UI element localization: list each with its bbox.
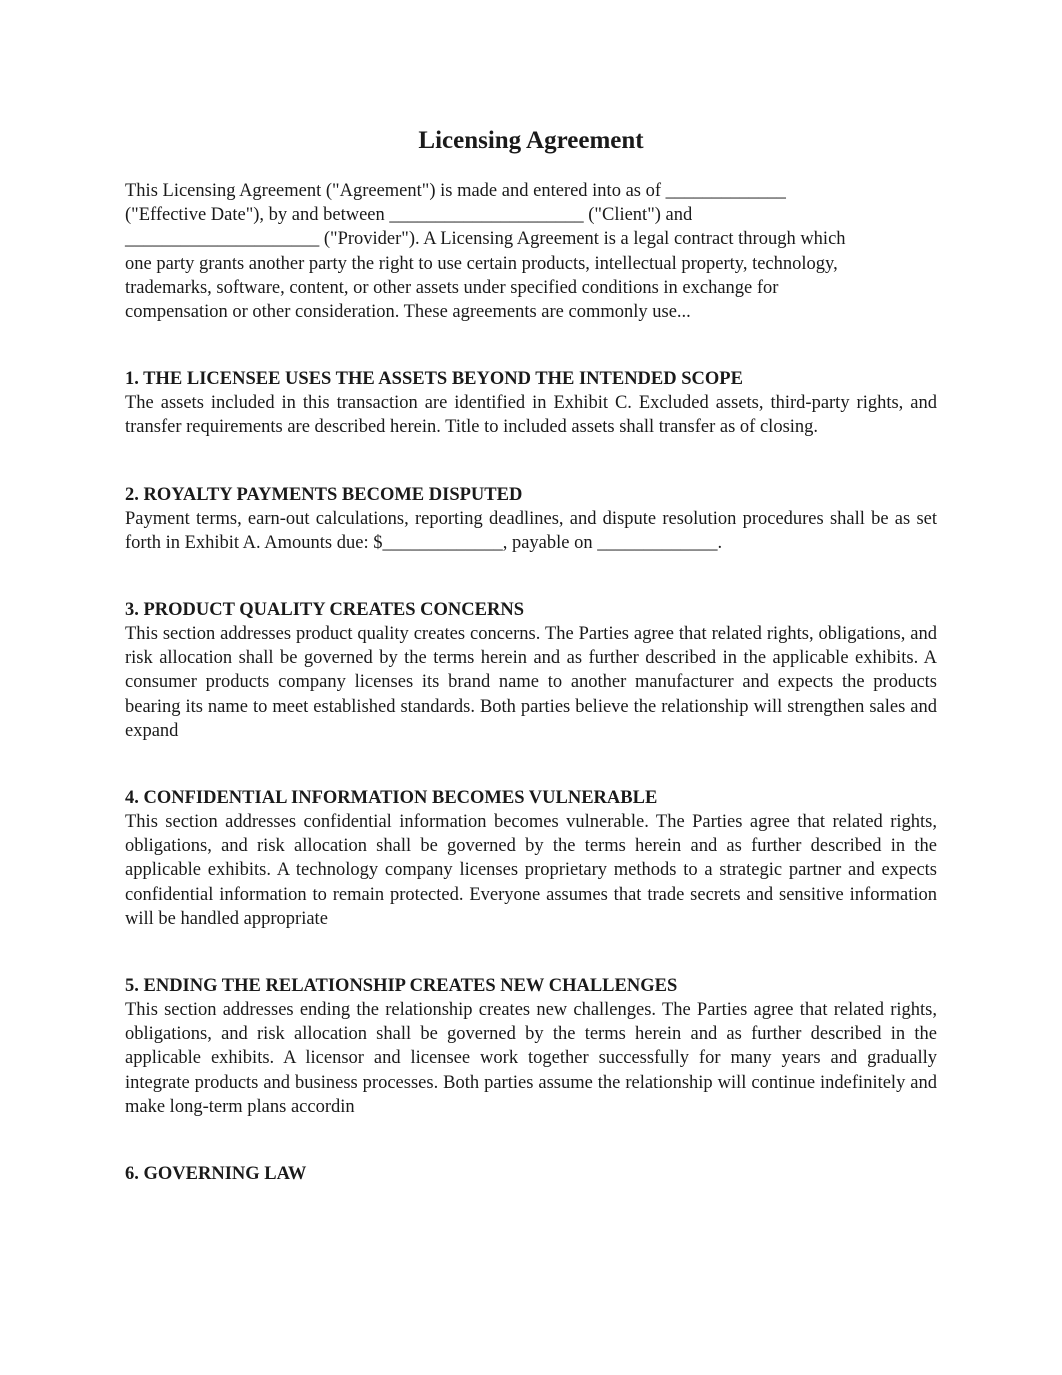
section-5 bbox=[125, 974, 937, 1119]
section-6 bbox=[125, 1162, 937, 1186]
section-heading: 1. THE LICENSEE USES THE ASSETS BEYOND THE INTENDED SCOPE bbox=[125, 369, 743, 390]
section-body: Payment terms, earn-out calculations, reporting deadlines, and dispute resolution procedures shall be as set forth in Exhibit A. Amounts due: $_____________, payable on _____________. bbox=[125, 508, 937, 553]
section-heading: 6. GOVERNING LAW bbox=[125, 1164, 307, 1185]
section-heading: 5. ENDING THE RELATIONSHIP CREATES NEW CHALLENGES bbox=[125, 976, 678, 997]
section-body: This section addresses ending the relationship creates new challenges. The Parties agree that related rights, obligations, and risk allocation shall be governed by the terms herein and as further described in the applicable exhibits. A licensor and licensee work together successfully for many years and gradually integrate products and business processes. Both parties assume the relationship will continue indefinitely and make long-term plans accordin bbox=[125, 1000, 937, 1117]
intro-paragraph: This Licensing Agreement ("Agreement") is made and entered into as of _____________ ("Effective Date"), by and between _____________________ ("Client") and _____________________ ("Provider"). A Licensing Agreement is a legal contract through which one party grants another party the right to use certain products, intellectual property, technology, trademarks, software, content, or other assets under specified conditions in exchange for compensation or other consideration. These agreements are commonly use... bbox=[125, 181, 846, 323]
section-3 bbox=[125, 598, 937, 743]
section-body: This section addresses confidential information becomes vulnerable. The Parties agree that related rights, obligations, and risk allocation shall be governed by the terms herein and as further described in the applicable exhibits. A technology company licenses proprietary methods to a strategic partner and expects confidential information to remain protected. Everyone assumes that trade secrets and sensitive information will be handled appropriate bbox=[125, 812, 937, 929]
section-1 bbox=[125, 367, 937, 439]
section-heading: 4. CONFIDENTIAL INFORMATION BECOMES VULNERABLE bbox=[125, 788, 658, 809]
section-4 bbox=[125, 786, 937, 931]
section-body: This section addresses product quality creates concerns. The Parties agree that related rights, obligations, and risk allocation shall be governed by the terms herein and as further described in the applicable exhibits. A consumer products company licenses its brand name to another manufacturer and expects the products bearing its name to meet established standards. Both parties believe the relationship will strengthen sales and expand bbox=[125, 624, 937, 741]
section-heading: 2. ROYALTY PAYMENTS BECOME DISPUTED bbox=[125, 484, 523, 505]
section-heading: 3. PRODUCT QUALITY CREATES CONCERNS bbox=[125, 600, 525, 621]
section-body: The assets included in this transaction are identified in Exhibit C. Excluded assets, third-party rights, and transfer requirements are described herein. Title to included assets shall transfer as of closing. bbox=[125, 393, 937, 438]
document-title: Licensing Agreement bbox=[418, 127, 644, 154]
document-page bbox=[125, 124, 937, 1186]
section-2 bbox=[125, 483, 937, 555]
